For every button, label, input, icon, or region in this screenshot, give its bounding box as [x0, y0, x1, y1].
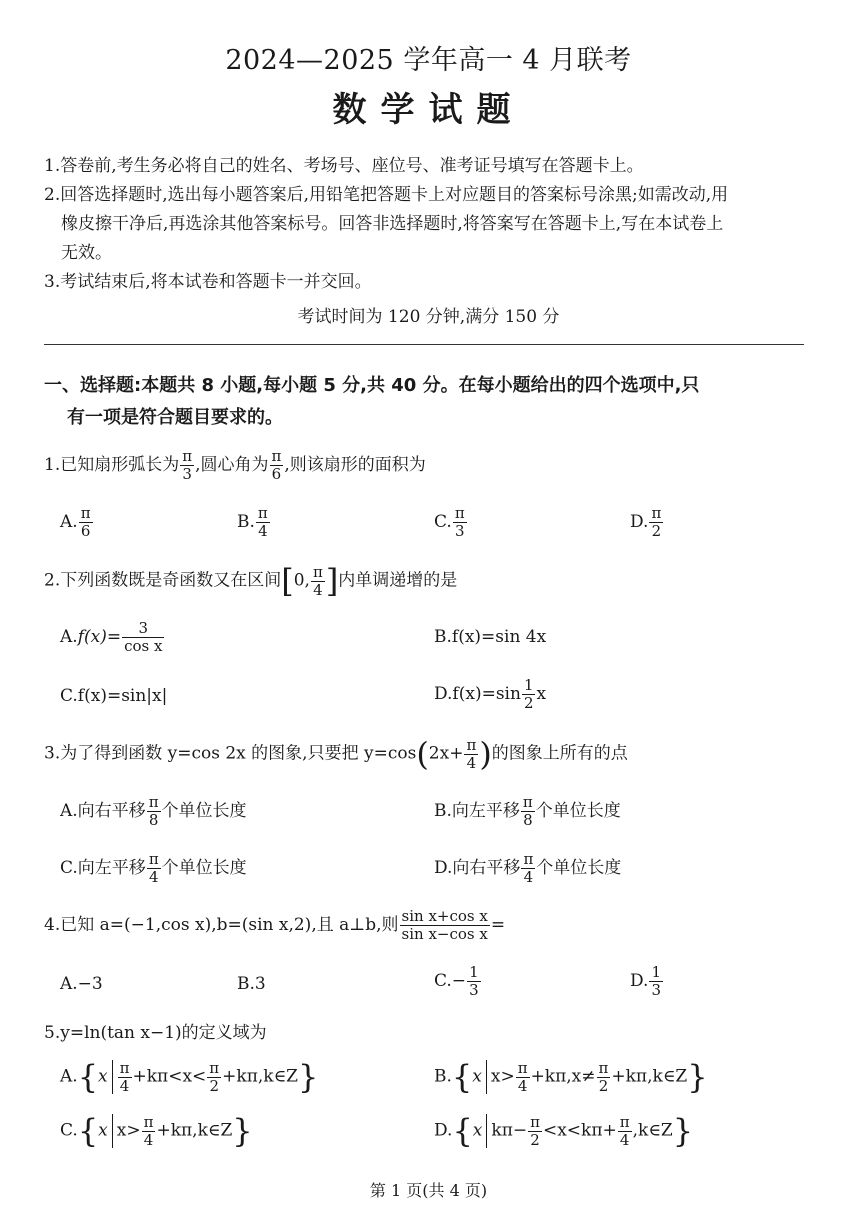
q3-option-b[interactable]: B.向左平移 $\frac{\pi}{8}$ 个单位长度: [434, 793, 621, 829]
q5-option-d[interactable]: D.{x kπ− $\frac{\pi}{2}$ <x<kπ+ $\frac{\pi}{4}$ ,k∈Z}: [434, 1112, 694, 1150]
q1-frac-arc: $\frac{\pi}{3}$: [182, 447, 193, 483]
q3-text-a: 3.为了得到函数 y=cos 2x 的图象,只要把 y=cos: [44, 743, 417, 764]
notice-1: 1.答卷前,考生务必将自己的姓名、考场号、座位号、准考证号填写在答题卡上。: [44, 156, 644, 176]
question-3-stem: 3.为了得到函数 y=cos 2x 的图象,只要把 y=cos(2x+ $\frac{\pi}{4}$ )的图象上所有的点: [44, 735, 628, 773]
question-4-stem: 4.已知 a=(−1,cos x),b=(sin x,2),且 a⊥b,则 $\frac{\text{sin x+cos x}}{\text{sin x−cos x}}$ =: [44, 907, 506, 943]
time-note: 考试时间为 120 分钟,满分 150 分: [297, 307, 560, 327]
q3-option-a[interactable]: A.向右平移 $\frac{\pi}{8}$ 个单位长度: [60, 793, 247, 829]
notice-2-line-3: 无效。: [61, 243, 112, 263]
exam-title: 2024—2025 学年高一 4 月联考: [225, 45, 632, 76]
q5-option-c[interactable]: C.{x x> $\frac{\pi}{4}$ +kπ,k∈Z}: [60, 1112, 253, 1150]
q1-option-d[interactable]: D. $\frac{\pi}{2}$: [630, 504, 662, 540]
q2-option-d[interactable]: D.f(x)=sin $\frac{1}{2}$ x: [434, 676, 547, 712]
notice-3: 3.考试结束后,将本试卷和答题卡一并交回。: [44, 272, 372, 292]
q3-option-d[interactable]: D.向右平移 $\frac{\pi}{4}$ 个单位长度: [434, 850, 622, 886]
q1-option-c[interactable]: C. $\frac{\pi}{3}$: [434, 504, 465, 540]
page-footer: 第 1 页(共 4 页): [369, 1181, 488, 1200]
section-1-line-1: 一、选择题:本题共 8 小题,每小题 5 分,共 40 分。在每小题给出的四个选项中,只: [44, 375, 700, 396]
q4-option-c[interactable]: C.− $\frac{1}{3}$: [434, 963, 479, 999]
question-2-stem: 2.下列函数既是奇函数又在区间[0, $\frac{\pi}{4}$ ]内单调递增的是: [44, 562, 458, 600]
q1-text-a: 1.已知扇形弧长为: [44, 455, 180, 475]
q2-option-a[interactable]: A.f(x)= $\frac{3}{\text{cos x}}$: [60, 619, 163, 655]
q1-frac-angle: $\frac{\pi}{6}$: [271, 447, 282, 483]
q2-option-c[interactable]: C.f(x)=sin|x|: [60, 686, 168, 706]
q1-option-b[interactable]: B. $\frac{\pi}{4}$: [237, 504, 268, 540]
subject-title: 数学试题: [332, 90, 525, 130]
q4-fraction: $\frac{\text{sin x+cos x}}{\text{sin x−cos x}}$: [401, 907, 488, 943]
q4-option-d[interactable]: D. $\frac{1}{3}$: [630, 963, 661, 999]
q4-option-b[interactable]: B.3: [237, 974, 266, 994]
divider-line: [44, 344, 804, 345]
q2-text-a: 2.下列函数既是奇函数又在区间: [44, 570, 282, 591]
q5-option-a[interactable]: A.{x $\frac{\pi}{4}$ +kπ<x< $\frac{\pi}{2}$ +kπ,k∈Z}: [60, 1058, 319, 1096]
notice-2-line-1: 2.回答选择题时,选出每小题答案后,用铅笔把答题卡上对应题目的答案标号涂黑;如需改动,用: [44, 185, 729, 205]
q3-option-c[interactable]: C.向左平移 $\frac{\pi}{4}$ 个单位长度: [60, 850, 247, 886]
q1-text-b: ,圆心角为: [195, 455, 269, 475]
q5-option-b[interactable]: B.{x x> $\frac{\pi}{4}$ +kπ,x≠ $\frac{\pi}{2}$ +kπ,k∈Z}: [434, 1058, 708, 1096]
q4-option-a[interactable]: A.−3: [60, 974, 103, 994]
q2-text-b: 内单调递增的是: [338, 570, 458, 591]
q2-option-b[interactable]: B.f(x)=sin 4x: [434, 627, 547, 647]
notice-2: [44, 181, 814, 268]
question-5-stem: 5.y=ln(tan x−1)的定义域为: [44, 1023, 267, 1043]
notice-2-line-2: 橡皮擦干净后,再选涂其他答案标号。回答非选择题时,将答案写在答题卡上,写在本试卷上: [61, 214, 724, 234]
q1-option-a[interactable]: A. $\frac{\pi}{6}$: [60, 504, 91, 540]
question-1-stem: [44, 448, 426, 483]
q1-text-c: ,则该扇形的面积为: [284, 455, 426, 475]
q4-text-a: 4.已知 a=(−1,cos x),b=(sin x,2),且 a⊥b,则: [44, 915, 399, 935]
section-1-heading: [44, 370, 814, 434]
section-1-line-2: 有一项是符合题目要求的。: [67, 407, 283, 428]
q3-text-b: 的图象上所有的点: [491, 743, 628, 764]
